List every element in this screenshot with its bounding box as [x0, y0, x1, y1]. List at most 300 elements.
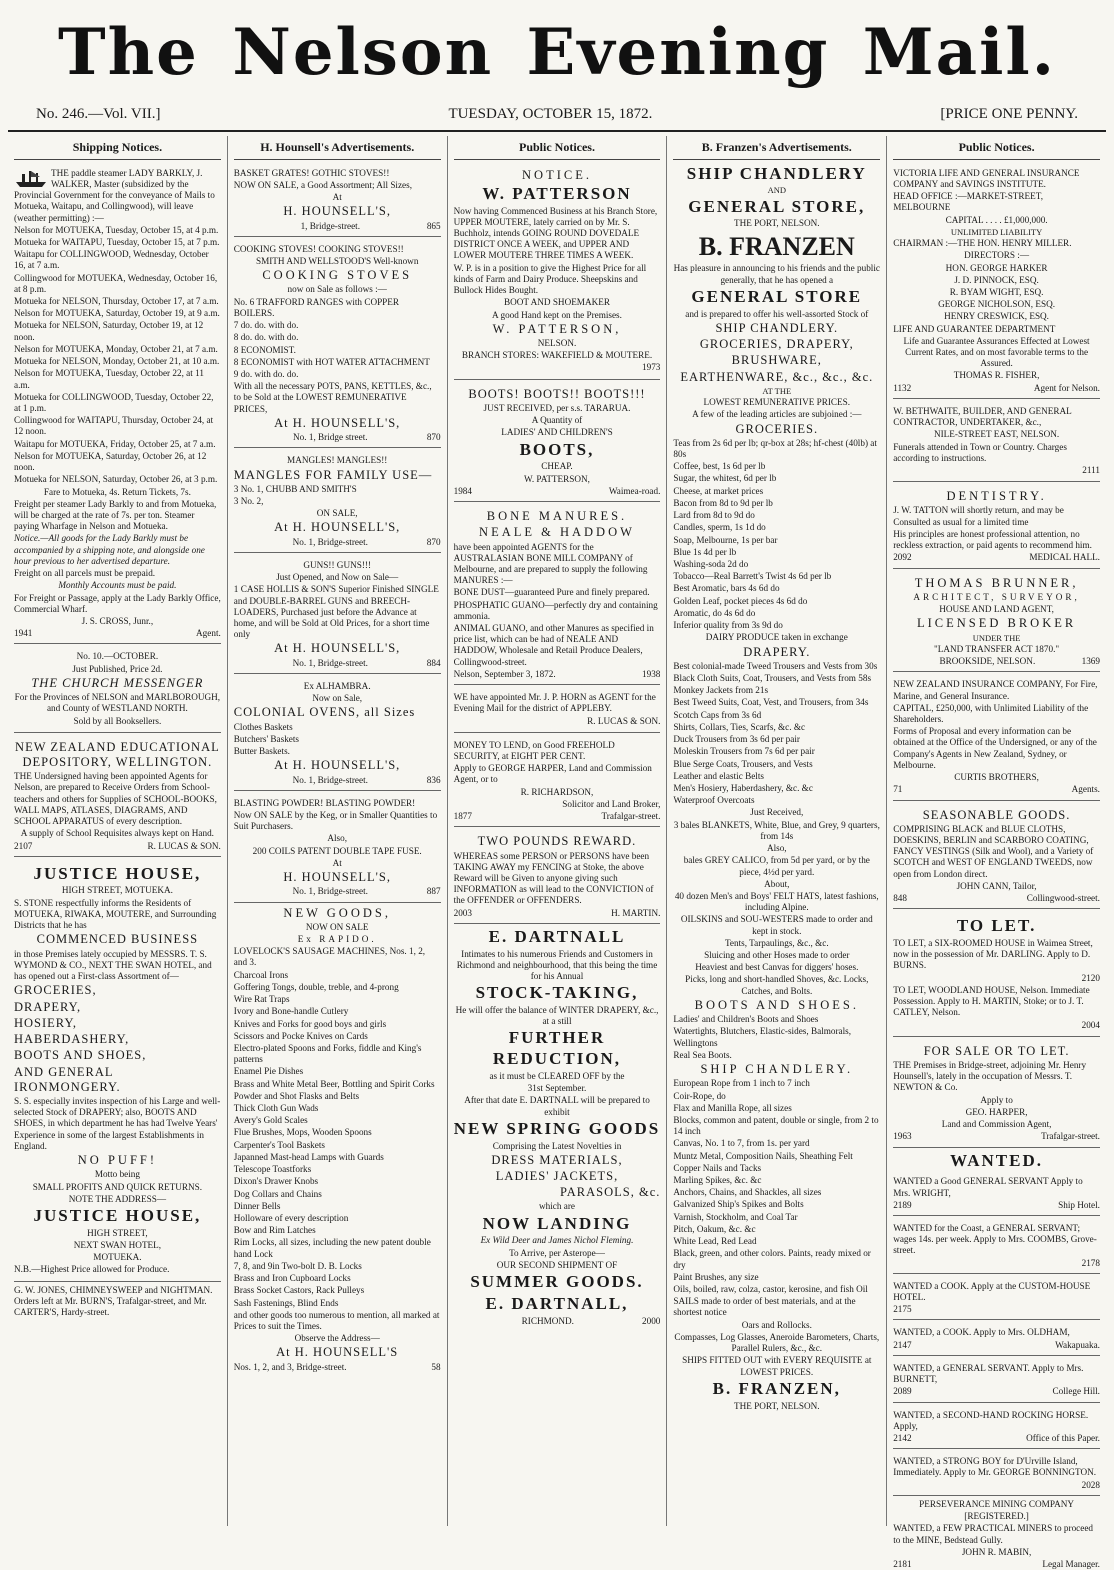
ad-number: 1877: [453, 811, 472, 822]
list-item: Nelson for MOTUEKA, Saturday, October 19, at 9 a.m.: [14, 308, 220, 319]
to-let-section: [893, 912, 1100, 1036]
ed-after: After that date E. DARTNALL will be prepared to exhibit: [464, 1095, 650, 1117]
a3-l1: 3 No. 1, CHUBB AND SMITH'S: [233, 483, 357, 494]
a4-body: 1 CASE HOLLIS & SON'S Superior Finished SINGLE and DOUBLE-BARREL GUNS and BREECH-LOADERS, Purchased just before the Advance at home, and will be Sold at Old Prices, for a short time only: [233, 584, 439, 640]
list-item: Nelson for MOTUEKA, Saturday, October 26, at 12 noon.: [14, 450, 207, 473]
n-name: W. PATTERSON: [482, 183, 632, 203]
b-top: BOOTS! BOOTS!! BOOTS!!!: [468, 386, 646, 401]
jh-title: JUSTICE HOUSE,: [33, 863, 202, 883]
tb6: "LAND TRANSFER ACT 1870.": [934, 643, 1060, 654]
ed-rich: RICHMOND.: [521, 1315, 574, 1326]
franzen-name: B. FRANZEN: [698, 231, 855, 261]
list-item: Motueka for COLLINGWOOD, Tuesday, October 22, at 1 p.m.: [14, 391, 214, 413]
list-item: Telescope Toastforks: [233, 1164, 312, 1175]
list-item: Dixon's Drawer Knobs: [233, 1176, 319, 1187]
a6-hh: H. HOUNSELL'S,: [283, 870, 391, 885]
oil: OILSKINS and SOU-WESTERS made to order and kept in stock.: [680, 914, 873, 936]
list-item: Candles, sperm, 1s 1d do: [673, 522, 766, 533]
jh-invite: S. S. especially invites inspection of his Large and well-selected Stock of DRAPERY; also, BOOTS AND SHOES, in which department he has had Twelve Years' Experience in some of the largest Establishments in England.: [14, 1096, 221, 1151]
list-item: Sugar, the whitest, 6d per lb: [673, 473, 777, 484]
list-item: 8 ECONOMIST.: [233, 344, 296, 355]
a5-now: Now on Sale,: [312, 693, 363, 704]
just: Just Received,: [750, 807, 804, 818]
ed-supply: A supply of School Requisites always kept on Hand.: [20, 828, 214, 839]
wanted-text: WANTED for the Coast, a GENERAL SERVANT; wages 14s. per week. Apply to Mrs. COOMBS, Grove-street.: [893, 1222, 1097, 1256]
signature: R. LUCAS & SON.: [587, 715, 661, 726]
list-item: Scotch Caps from 3s 6d: [673, 709, 762, 720]
list-item: European Rope from 1 inch to 7 inch: [673, 1078, 810, 1089]
list-item: Aromatic, do 4s 6d do: [673, 607, 756, 618]
jh-addr4: MOTUEKA.: [93, 1252, 142, 1263]
list-item: Marling Spikes, &c. &c: [673, 1175, 762, 1186]
pm: PERSEVERANCE MINING COMPANY: [919, 1498, 1075, 1509]
life: LIFE AND GUARANTEE DEPARTMENT: [893, 323, 1056, 334]
issue-date: TUESDAY, OCTOBER 15, 1872.: [448, 105, 653, 122]
jh-addr: JUSTICE HOUSE,: [33, 1206, 202, 1226]
cooking-stoves-ad: [234, 240, 441, 449]
mangles-ad: [234, 451, 441, 553]
dentistry-ad: [893, 485, 1100, 568]
jh-addr3: NEXT SWAN HOTEL,: [73, 1239, 162, 1250]
a5-head: COLONIAL OVENS, all Sizes: [233, 705, 416, 720]
list-item: Ivory and Bone-handle Cutlery: [233, 1006, 349, 1017]
jh-puff: NO PUFF!: [77, 1153, 158, 1168]
list-item: Brass Socket Castors, Rack Pulleys: [233, 1285, 365, 1296]
a4-top: GUNS!! GUNS!!!: [303, 559, 371, 570]
pm-sig: JOHN R. MABIN,: [961, 1546, 1032, 1557]
wanted-ad: [893, 1452, 1100, 1496]
list-item: Motueka for NELSON, Monday, October 21, at 10 a.m.: [14, 356, 220, 367]
signature: H. MARTIN.: [611, 907, 661, 918]
list-item: AND GENERAL IRONMONGERY.: [14, 1064, 121, 1094]
tl2: TO LET, WOODLAND HOUSE, Nelson. Immediate Possession. Apply to H. MARTIN, Stoke; or to J. T. CATLEY, Nelson.: [893, 984, 1090, 1018]
address: No. 1, Bridge-street.: [292, 536, 368, 547]
pm-mgr: Legal Manager.: [1042, 1558, 1100, 1569]
list-item: Moleskin Trousers from 7s 6d per pair: [673, 746, 815, 757]
b-sig: W. PATTERSON,: [524, 473, 590, 484]
list-item: Bacon from 8d to 9d per lb: [673, 497, 773, 508]
nz-insurance-ad: [893, 675, 1100, 800]
column-header: Public Notices.: [454, 136, 661, 160]
ed-cleared: as it must be CLEARED OFF by the: [489, 1070, 625, 1081]
jh-motto: Motto being: [94, 1169, 140, 1180]
list-item: Oils, boiled, raw, colza, castor, kerosine, and fish Oil: [673, 1284, 868, 1295]
a7-at: At H. HOUNSELL'S: [276, 1345, 399, 1360]
list-item: Clothes Baskets: [233, 721, 293, 732]
wanted-end: 2028: [1081, 1479, 1100, 1490]
list-item: Inferior quality from 3s 9d do: [673, 620, 783, 631]
bs-body2: Watertights, Blutchers, Elastic-sides, Balmorals, Wellingtons: [673, 1026, 852, 1048]
list-item: Best Tweed Suits, Coat, Vest, and Trousers, from 34s: [673, 697, 869, 708]
dartnall-ad: [454, 927, 661, 1327]
wanted-text: WANTED, a GENERAL SERVANT. Apply to Mrs. BURNETT,: [893, 1362, 1084, 1385]
perseverance-ad: [893, 1499, 1100, 1570]
bs-h: BOOTS AND SHOES.: [694, 997, 859, 1012]
list-item: Thick Cloth Gun Wads: [233, 1103, 319, 1114]
jw2: His principles are honest professional attention, no reckless extraction, or paid agents to recommend him.: [893, 528, 1092, 551]
ed-dress: DRESS MATERIALS,: [491, 1152, 623, 1167]
address: No. 1, Bridge-street.: [292, 886, 368, 897]
drap-h: DRAPERY.: [743, 644, 811, 659]
vic: VICTORIA LIFE AND GENERAL INSURANCE COMPANY and SAVINGS INSTITUTE.: [893, 167, 1080, 189]
ad-number: 2189: [893, 1199, 912, 1210]
blankets: 3 bales BLANKETS, White, Blue, and Grey, 9 quarters, from 14s: [673, 819, 880, 841]
list-item: Bow and Rim Latches: [233, 1225, 316, 1236]
tb-addr: BROOKSIDE, NELSON.: [939, 656, 1036, 667]
list-item: Muntz Metal, Composition Nails, Sheathing Felt: [673, 1150, 853, 1161]
tf: THOMAS R. FISHER,: [953, 370, 1040, 381]
a3-top: MANGLES! MANGLES!!: [287, 455, 388, 466]
list-item: Paint Brushes, any size: [673, 1271, 759, 1282]
ad-number: 1984: [453, 485, 472, 496]
ed-which: which are: [539, 1201, 575, 1212]
a7-ex: Ex RAPIDO.: [297, 933, 377, 944]
ad-number: 1369: [1081, 656, 1100, 667]
list-item: Motueka for WAITAPU, Tuesday, October 15, at 7 p.m.: [14, 236, 220, 247]
ed-ladies: LADIES' JACKETS,: [495, 1168, 619, 1183]
seasonable-goods-ad: [893, 804, 1100, 910]
address: Nos. 1, 2, and 3, Bridge-street.: [233, 1361, 347, 1372]
bethwaite-ad: [893, 402, 1100, 482]
ad-number: 2089: [893, 1386, 912, 1397]
ad-number: 2142: [893, 1433, 912, 1443]
monthly: Monthly Accounts must be paid.: [58, 580, 177, 591]
ad-number: 2111: [1082, 465, 1100, 476]
ad-number: 870: [426, 536, 441, 547]
tl1: TO LET, a SIX-ROOMED HOUSE in Waimea Street, now in the possession of Mr. DARLING. Apply to D. BURNS.: [893, 938, 1093, 971]
list-item: 9 do. with do. do.: [233, 368, 299, 379]
sg-st: Collingwood-street.: [1026, 893, 1100, 904]
nz: NEW ZEALAND INSURANCE COMPANY, For Fire, Marine, and General Insurance.: [893, 679, 1098, 701]
patterson-notice: [454, 164, 661, 380]
a3-sale: ON SALE,: [316, 508, 358, 519]
ad-number: 58: [431, 1361, 441, 1372]
pm-body: WANTED, a FEW PRACTICAL MINERS to proceed to the MINE, Bedstead Gully.: [893, 1523, 1093, 1545]
list-item: Brass and White Metal Beer, Bottling and Spirit Corks: [233, 1078, 435, 1089]
list-item: Coffee, best, 1s 6d per lb: [673, 461, 766, 472]
masthead-word: Evening: [526, 14, 830, 90]
address: No. 1, Bridge-street.: [292, 657, 368, 668]
list-item: Galvanized Ship's Spikes and Bolts: [673, 1199, 804, 1210]
n-body: Now having Commenced Business at his Branch Store, UPPER MOUTERE, lately carried on by Mr. S. Buchholz, intends GOING ROUND DOVEDALE DISTRICT ONCE A WEEK, and UPPER AND LOWER MOUTERE THREE TIMES A WEEK.: [453, 205, 658, 261]
for-sale-ad: [893, 1040, 1100, 1148]
list-item: 8 do. do. with do.: [233, 332, 299, 343]
wanted-text: WANTED, a SECOND-HAND ROCKING HORSE. Apply,: [893, 1409, 1089, 1431]
new-goods-ad: [234, 906, 441, 1373]
dateline: [8, 98, 1106, 132]
pleas: Has pleasure in announcing to his friends and the public generally, that he has opened a: [673, 263, 880, 285]
wanted-end: Ship Hotel.: [1058, 1199, 1100, 1210]
ed-further: FURTHER REDUCTION,: [492, 1028, 622, 1069]
and: AND: [767, 185, 786, 196]
list-item: HENRY CRESWICK, ESQ.: [944, 311, 1049, 322]
educational-ad: [14, 736, 221, 857]
sailings-list: [14, 225, 221, 486]
ad-number: 1963: [893, 1131, 912, 1142]
bm-title: BONE MANURES.: [486, 509, 628, 523]
list-item: Waitapu for COLLINGWOOD, Wednesday, October 16, at 7 a.m.: [14, 249, 209, 271]
ad-number: 848: [893, 893, 907, 904]
fs-sig2: Land and Commission Agent,: [941, 1119, 1052, 1130]
prepaid: Freight on all parcels must be prepaid.: [14, 568, 156, 579]
list-item: GEORGE NICHOLSON, ESQ.: [938, 299, 1056, 310]
about: About,: [764, 878, 790, 889]
list-item: Copper Nails and Tacks: [673, 1162, 762, 1173]
victoria-insurance-ad: [893, 164, 1100, 399]
tents: Tents, Tarpaulings, &c., &c.: [724, 937, 829, 948]
ad-number: 870: [426, 432, 441, 443]
wanted-end: 2178: [1081, 1257, 1100, 1268]
wanted-end: Office of this Paper.: [1026, 1433, 1100, 1443]
list-item: Collingwood for WAITAPU, Thursday, October 24, at 12 noon.: [14, 415, 214, 437]
ed-name2: E. DARTNALL,: [485, 1293, 629, 1313]
ed-name: E. DARTNALL: [488, 926, 626, 946]
wanted-ad: [893, 1172, 1100, 1216]
ml-body: MONEY TO LEND, on Good FREEHOLD SECURITY, at EIGHT PER CENT.: [453, 739, 615, 761]
nz-ag: Agents.: [1071, 784, 1100, 795]
list-item: HABERDASHERY,: [14, 1032, 130, 1047]
list-item: Sash Fastenings, Blind Ends: [233, 1297, 339, 1308]
list-item: Men's Hosiery, Haberdashery, &c. &c: [673, 782, 813, 793]
gs: GENERAL STORE,: [688, 196, 866, 216]
column-5: [887, 136, 1106, 1569]
masthead: [8, 6, 1106, 98]
list-item: Blocks, common and patent, double or single, from 2 to 14 inch: [673, 1114, 879, 1137]
life2: Life and Guarantee Assurances Effected at Lowest Current Rates, and on most favorable terms to the Assured.: [903, 335, 1090, 369]
ml-apply: Apply to GEORGE HARPER, Land and Commission Agent, or to: [453, 763, 652, 785]
ed-summer: SUMMER GOODS.: [470, 1272, 644, 1292]
bm-name: NEALE & HADDOW: [479, 525, 635, 540]
tf-ag: Agent for Nelson.: [1033, 382, 1100, 393]
at: At: [332, 192, 342, 203]
jh-addr2: HIGH STREET,: [87, 1227, 148, 1238]
wanted-ad: [893, 1219, 1100, 1274]
prep: and is prepared to offer his well-assorted Stock of: [685, 308, 869, 319]
list-item: Motueka for NELSON, Saturday, October 19, at 12 noon.: [14, 320, 204, 342]
justice-house-ad: [14, 860, 221, 1282]
list-item: Powder and Shot Flasks and Belts: [233, 1090, 360, 1101]
list-item: Wire Rat Traps: [233, 994, 290, 1005]
jh-body2: in those Premises lately occupied by MESSRS. T. S. WYMOND & CO., NEXT THE SWAN HOTEL, and has opened out a First-class Assortment of—: [14, 948, 212, 982]
list-item: DRAPERY,: [14, 999, 82, 1014]
tb: THOMAS BRUNNER,: [914, 575, 1079, 590]
list-item: Waitapu for MOTUEKA, Friday, October 25, at 7 a.m.: [14, 438, 216, 449]
directors-list: [893, 263, 1100, 323]
jh-items: [14, 983, 221, 1095]
list-item: Nelson for MOTUEKA, Tuesday, October 22, at 11 a.m.: [14, 368, 204, 390]
n-branch: BRANCH STORES: WAKEFIELD & MOUTERE.: [461, 350, 653, 361]
dairy: DAIRY PRODUCE taken in exchange: [705, 632, 848, 643]
chimneysweep-ad: G. W. JONES, CHIMNEYSWEEP and NIGHTMAN. Orders left at Mr. BURN'S, Trafalgar-street, and Mr. CARTER'S, Hardy-street.: [14, 1284, 213, 1318]
address: 1, Bridge-street.: [300, 220, 361, 231]
a4-open: Just Opened, and Now on Sale—: [276, 572, 399, 583]
chandlery-list: [673, 1078, 880, 1295]
dent: DENTISTRY.: [946, 489, 1047, 504]
tl: TO LET.: [956, 916, 1037, 936]
list-item: Goffering Tongs, double, treble, and 4-prong: [233, 981, 399, 992]
fs: FOR SALE OR TO LET.: [923, 1043, 1070, 1058]
wanted-header: WANTED.: [950, 1150, 1044, 1170]
ml-sig2: Solicitor and Land Broker,: [562, 798, 661, 809]
tb3: HOUSE AND LAND AGENT,: [939, 604, 1054, 615]
list-item: Motueka for NELSON, Saturday, October 26, at 3 p.m.: [14, 474, 218, 485]
sc: SHIP CHANDLERY: [686, 163, 867, 183]
a2-smith: SMITH AND WELLSTOOD'S Well-known: [255, 255, 419, 266]
ed-sept: 31st September.: [527, 1083, 587, 1094]
list-item: Waterproof Overcoats: [673, 795, 755, 806]
pm2: [REGISTERED.]: [964, 1511, 1029, 1522]
jh-body: S. STONE respectfully informs the Residents of MOTUEKA, RIWAKA, MOUTERE, and Surrounding Districts that he has: [14, 897, 217, 931]
wb: W. BETHWAITE, BUILDER, AND GENERAL CONTRACTOR, UNDERTAKER, &c.,: [893, 405, 1072, 428]
hn-body: WE have appointed Mr. J. P. HORN as AGENT for the Evening Mail for the district of APPLEBY.: [453, 692, 656, 714]
franzen-name2: B. FRANZEN,: [712, 1378, 841, 1398]
price: [PRICE ONE PENNY.: [940, 105, 1078, 122]
column-header: Public Notices.: [893, 136, 1100, 160]
jh-note: NOTE THE ADDRESS—: [68, 1193, 167, 1204]
port2: THE PORT, NELSON.: [734, 1400, 820, 1411]
ed-body: THE Undersigned having been appointed Agents for Nelson, are prepared to Receive Orders from School-teachers and others for Supplies of SCHOOL-BOOKS, WALL MAPS, ATLASES, DIAGRAMS, AND SCHOOL APPARATUS of every description.: [14, 771, 217, 827]
ed-landing: NOW LANDING: [482, 1213, 632, 1233]
wb-addr: NILE-STREET EAST, NELSON.: [933, 429, 1060, 440]
wanted-end: College Hill.: [1052, 1386, 1100, 1397]
list-item: Butter Baskets.: [233, 746, 290, 757]
cm-title: THE CHURCH MESSENGER: [31, 675, 204, 690]
list-item: 8 ECONOMIST with HOT WATER ATTACHMENT: [233, 356, 430, 367]
list-item: J. D. PINNOCK, ESQ.: [954, 274, 1039, 285]
brunner-ad: [893, 572, 1100, 673]
ad-number: 1941: [14, 628, 33, 639]
list-item: R. BYAM WIGHT, ESQ.: [949, 286, 1044, 297]
horn-agent-ad: [454, 688, 661, 733]
list-item: Motueka for NELSON, Thursday, October 17, at 7 a.m.: [14, 296, 219, 307]
address: Trafalgar-street.: [601, 811, 661, 822]
fs-st: Trafalgar-street.: [1041, 1131, 1100, 1142]
sg: SEASONABLE GOODS.: [922, 807, 1071, 822]
wanted-ad: [893, 1359, 1100, 1403]
cm-for: For the Provinces of NELSON and MARLBOROUGH, and County of WESTLAND NORTH.: [14, 692, 221, 714]
list-item: Brass and Iron Cupboard Locks: [233, 1273, 351, 1284]
sluice: Sluicing and other Hoses made to order: [704, 950, 850, 961]
a2-cs: COOKING STOVES: [262, 268, 413, 283]
boots-ad: [454, 383, 661, 502]
wanted-ad: [893, 1277, 1100, 1321]
ad-number: 71: [893, 784, 903, 795]
wanted-text: WANTED, a STRONG BOY for D'Urville Island, Immediately. Apply to Mr. GEORGE BONNINGTON.: [893, 1456, 1097, 1478]
list-item: Holloware of every description: [233, 1213, 349, 1223]
groc-h: GROCERIES.: [735, 421, 819, 436]
wb-fun: Funerals attended in Town or Country. Charges according to instructions.: [893, 441, 1067, 463]
masthead-word: Nelson: [232, 14, 494, 90]
column-1: [8, 136, 228, 1526]
a6-body: Now ON SALE by the Keg, or in Smaller Quantities to Suit Purchasers.: [233, 809, 438, 832]
signature-role: Agent.: [196, 628, 221, 639]
ad-number: 2000: [642, 1315, 661, 1326]
oars: Oars and Rollocks.: [741, 1319, 812, 1330]
groc: GROCERIES, DRAPERY,: [699, 337, 854, 352]
bm-date: Nelson, September 3, 1872.: [453, 668, 556, 679]
list-item: BOOTS AND SHOES,: [14, 1048, 147, 1063]
list-item: Pitch, Oakum, &c. &c: [673, 1223, 756, 1234]
drapery-list: [673, 661, 880, 807]
address: Waimea-road.: [608, 485, 661, 496]
a2-top: COOKING STOVES! COOKING STOVES!!: [233, 243, 404, 254]
list-item: HON. GEORGE HARKER: [945, 262, 1048, 273]
church-messenger-ad: [14, 647, 221, 732]
earth: EARTHENWARE, &c., &c., &c.: [680, 369, 874, 384]
hats: 40 dozen Men's and Boys' FELT HATS, latest fashions, including Alpine.: [674, 890, 879, 913]
address: No. 1, Bridge-street.: [292, 774, 368, 785]
wanted-text: WANTED a COOK. Apply at the CUSTOM-HOUSE HOTEL.: [893, 1280, 1091, 1303]
nz-body: Forms of Proposal and every information can be obtained at the Office of the Undersigned, or any of the Company's Agents in New Zealand, Sydney, or Melbourne.: [893, 726, 1097, 770]
list-item: Lard from 8d to 9d do: [673, 510, 755, 521]
wanted-list: [893, 1172, 1100, 1496]
ed-title: NEW ZEALAND EDUCATIONAL DEPOSITORY, WELLINGTON.: [15, 739, 220, 769]
jh-nb: N.B.—Highest Price allowed for Produce.: [14, 1264, 170, 1275]
a6-top: BLASTING POWDER! BLASTING POWDER!: [233, 797, 416, 808]
list-item: Canvas, No. 1 to 7, from 1s. per yard: [673, 1138, 810, 1149]
ovens-ad: [234, 677, 441, 791]
n-title: NOTICE.: [522, 167, 592, 182]
b-qty: A Quantity of: [531, 415, 583, 426]
column-header: H. Hounsell's Advertisements.: [234, 136, 441, 160]
list-item: Rim Locks, all sizes, including the new patent double hand Lock: [233, 1237, 431, 1259]
fs-sig: GEO. HARPER,: [965, 1106, 1028, 1117]
ed-offer: He will offer the balance of WINTER DRAPERY, &c., at a still: [455, 1005, 659, 1027]
lowest: LOWEST REMUNERATIVE PRICES.: [703, 397, 851, 408]
sc-h: SHIP CHANDLERY.: [700, 1062, 854, 1077]
bm-l3: ANIMAL GUANO, and other Manures as specified in price list, which can be had of NEALE AND HADDOW, Wholesale and Retail Produce Dealers, Collingwood-street.: [453, 623, 654, 667]
ad-number: 887: [426, 886, 441, 897]
list-item: GROCERIES,: [14, 983, 97, 998]
calico: bales GREY CALICO, from 5d per yard, or by the piece, 4½d per yard.: [683, 855, 870, 877]
a6-also: Also,: [327, 833, 348, 844]
head: HEAD OFFICE :—MARKET-STREET, MELBOURNE: [893, 191, 1043, 213]
columns: [8, 136, 1106, 1569]
brush: BRUSHWARE,: [731, 353, 822, 368]
address: No. 1, Bridge street.: [293, 432, 368, 443]
list-item: Blue Serge Coats, Trousers, and Vests: [673, 758, 813, 769]
a2-also: With all the necessary POTS, PANS, KETTLES, &c., to be Sold at the LOWEST REMUNERATIVE PRICES,: [233, 381, 432, 414]
ed-ex: Ex Wild Deer and James Nichol Fleming.: [480, 1235, 634, 1246]
wanted-ad: [893, 1406, 1100, 1450]
list-item: Avery's Gold Scales: [233, 1115, 308, 1126]
jw: J. W. TATTON will shortly return, and may be Consulted as usual for a limited time: [893, 505, 1064, 527]
signature: J. S. CROSS, Junr.,: [81, 615, 154, 626]
column-3: [448, 136, 668, 1526]
list-item: No. 6 TRAFFORD RANGES with COPPER BOILERS.: [233, 296, 400, 318]
list-item: Teas from 2s 6d per lb; qr-box at 28s; hf-chest (40lb) at 80s: [673, 437, 877, 460]
ed-comp: Comprising the Latest Novelties in: [492, 1140, 622, 1151]
tb5: UNDER THE: [972, 632, 1021, 643]
signature: R. LUCAS & SON.: [147, 840, 221, 851]
a6-at: At: [332, 857, 342, 868]
b-ladies: LADIES' AND CHILDREN'S: [501, 427, 613, 438]
column-2: [228, 136, 448, 1526]
list-item: Duck Trousers from 3s 6d per pair: [673, 734, 800, 745]
jw-hall: MEDICAL HALL.: [1029, 552, 1100, 563]
a3-head: MANGLES FOR FAMILY USE—: [233, 467, 433, 482]
list-item: LOVELOCK'S SAUSAGE MACHINES, Nos. 1, 2, and 3.: [233, 946, 426, 968]
sg-body: COMPRISING BLACK and BLUE CLOTHS, DOESKINS, BERLIN and SCARBORO COATING, FANCY VESTINGS (Silk and Wool), and a Variety of SCOTCH and WEST OF ENGLAND TWEEDS, now open from London direct.: [893, 823, 1094, 879]
sg-sig: JOHN CANN, Tailor,: [956, 880, 1037, 891]
notice: Notice.—All goods for the Lady Barkly must be accompanied by a shipping note, and alongside one hour previous to her advertised departure.: [14, 533, 205, 566]
wanted-ad: [893, 1323, 1100, 1355]
list-item: Nelson for MOTUEKA, Monday, October 21, at 7 a.m.: [14, 343, 218, 354]
bone-manures-ad: [454, 505, 661, 685]
fs-body: THE Premises in Bridge-street, adjoining Mr. Henry Hounsell's, lately in the occupation of Messrs. T. NEWTON & Co.: [893, 1060, 1087, 1093]
list-item: Flax and Manilla Rope, all sizes: [673, 1102, 792, 1113]
ed-stock: STOCK-TAKING,: [475, 983, 639, 1003]
